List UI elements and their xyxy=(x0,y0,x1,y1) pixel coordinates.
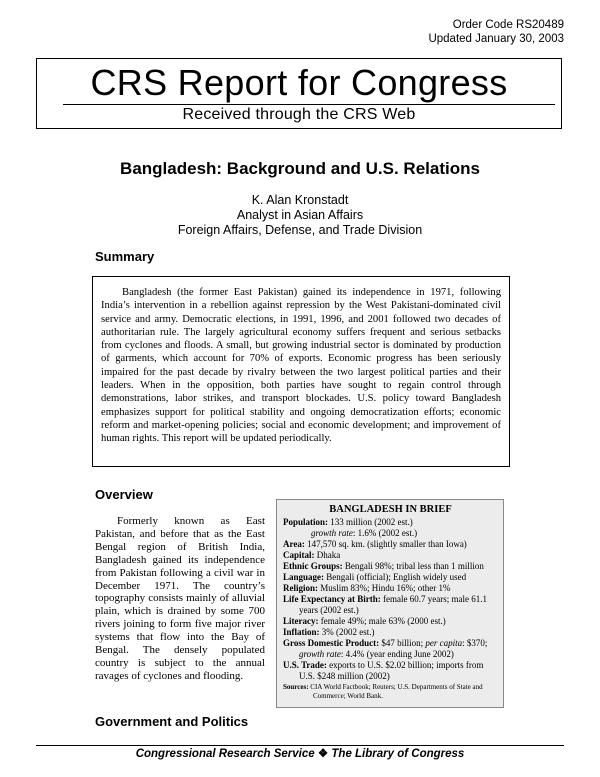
summary-text: Bangladesh (the former East Pakistan) gained its independence in 1971, following India’s intervention in a rebellion against repression by the West Pakistani-dominated civil service and army. Democratic elections, in 1991, 1996, and 2001 followed two decades of authoritarian rule. The largely agricultural economy suffers frequent and serious setbacks from cyclones and floods. A small, but growing industrial sector is dominated by production of garments, which account for 70% of exports. Economic progress has been seriously impaired for the past decade by rivalry between the two largest political parties and their leaders. When in the opposition, both parties have sought to regain control through demonstrations, labor strikes, and transport blockades. U.S. policy toward Bangladesh emphasizes support for political stability and ongoing democratization efforts; economic reform and market-opening policies; social and economic development; and improvement of human rights. This report will be updated periodically. xyxy=(101,287,501,445)
footer-library: The Library of Congress xyxy=(331,748,465,760)
brief-population: Population: 133 million (2002 est.) xyxy=(283,517,413,527)
brief-population-growth: growth rate: 1.6% (2002 est.) xyxy=(311,528,418,538)
author-title: Analyst in Asian Affairs xyxy=(236,208,364,222)
banner-subtitle: Received through the CRS Web xyxy=(182,106,416,123)
government-heading: Government and Politics xyxy=(95,714,249,729)
brief-capital: Capital: Dhaka xyxy=(283,550,341,560)
summary-heading: Summary xyxy=(95,249,155,264)
order-info xyxy=(428,18,564,46)
brief-literacy: Literacy: female 49%; male 63% (2000 est.) xyxy=(283,616,446,626)
footer-divider xyxy=(36,745,564,746)
brief-gdp: Gross Domestic Product: $47 billion; per capita: $370; growth rate: 4.4% (year ending June 2002) xyxy=(283,638,488,659)
brief-ethnic-groups: Ethnic Groups: Bengali 98%; tribal less than 1 million xyxy=(283,561,484,571)
brief-religion: Religion: Muslim 83%; Hindu 16%; other 1% xyxy=(283,583,451,593)
overview-text: Formerly known as East Pakistan, and before that as the East Bengal region of British India, Bangladesh gained its independence from Pakistan following a civil war in December 1971. The country’s topography consists mainly of alluvial plain, which is drained by some 700 rivers joining to form five major river systems that flow into the Bay of Bengal. The densely populated country is subject to the annual ravages of cyclones and flooding. xyxy=(95,515,265,682)
brief-inflation: Inflation: 3% (2002 est.) xyxy=(283,627,375,637)
overview-heading: Overview xyxy=(95,487,153,502)
banner-title: CRS Report for Congress xyxy=(90,62,508,103)
crs-banner xyxy=(36,58,562,129)
document-title: Bangladesh: Background and U.S. Relations xyxy=(120,159,480,178)
brief-title: BANGLADESH IN BRIEF xyxy=(329,504,452,515)
brief-language: Language: Bengali (official); English widely used xyxy=(283,572,467,582)
brief-us-trade: U.S. Trade: exports to U.S. $2.02 billion; imports from U.S. $248 million (2002) xyxy=(283,660,484,681)
summary-box xyxy=(92,276,510,467)
brief-life-expectancy: Life Expectancy at Birth: female 60.7 years; male 61.1 years (2002 est.) xyxy=(283,594,487,615)
page-footer xyxy=(0,747,600,761)
updated-date: Updated January 30, 2003 xyxy=(428,33,564,45)
diamond-icon: ❖ xyxy=(317,748,329,760)
order-code: Order Code RS20489 xyxy=(452,19,564,31)
brief-sources: Sources: CIA World Factbook; Reuters; U.S. Departments of State and Commerce; World Bank. xyxy=(283,683,483,700)
author-name: K. Alan Kronstadt xyxy=(251,193,349,207)
author-division: Foreign Affairs, Defense, and Trade Division xyxy=(177,223,423,237)
footer-crs: Congressional Research Service xyxy=(135,748,315,760)
brief-area: Area: 147,570 sq. km. (slightly smaller than Iowa) xyxy=(283,539,467,549)
author-block xyxy=(0,193,600,238)
country-brief-box xyxy=(276,499,504,708)
